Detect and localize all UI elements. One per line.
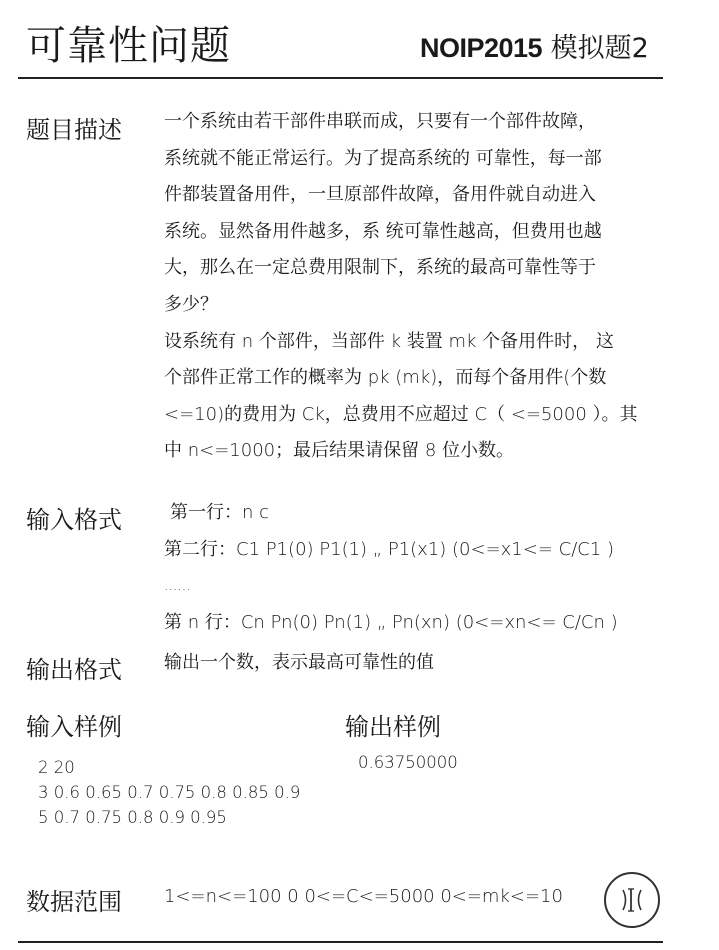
sample-output-heading: 输出样例 xyxy=(345,713,441,741)
sample-input-block xyxy=(38,755,300,830)
input-format-line: 第一行：n c xyxy=(170,502,270,523)
description-line: 多少？ xyxy=(164,293,218,315)
description-line: 中 n<=1000；最后结果请保留 8 位小数。 xyxy=(164,440,514,462)
description-line: 件都装置备用件，一旦原部件故障，备用件就自动进入 xyxy=(164,184,596,206)
constraints-heading: 数据范围 xyxy=(26,888,122,916)
input-format-line: ...... xyxy=(164,578,191,595)
description-body xyxy=(164,104,638,470)
sample-output-value: 0.63750000 xyxy=(358,753,458,772)
description-line: <=10)的费用为 Ck，总费用不应超过 C（ <=5000 ）。其 xyxy=(164,403,638,425)
top-divider xyxy=(18,77,663,79)
sample-input-line: 2 20 xyxy=(38,758,75,777)
output-format-text: 输出一个数，表示最高可靠性的值 xyxy=(164,652,434,673)
description-line: 设系统有 n 个部件，当部件 k 装置 mk 个备用件时， 这 xyxy=(164,330,614,352)
page-title: 可靠性问题 xyxy=(26,23,231,69)
page-subtitle xyxy=(420,26,649,65)
logo-mark-icon xyxy=(606,874,658,926)
constraints-text: 1<=n<=100 0 0<=C<=5000 0<=mk<=10 xyxy=(164,886,563,907)
input-format-heading: 输入格式 xyxy=(26,506,122,534)
contest-name: NOIP2015 xyxy=(420,33,543,63)
sample-input-line: 5 0.7 0.75 0.8 0.9 0.95 xyxy=(38,808,227,827)
output-format-heading: 输出格式 xyxy=(26,656,122,684)
bottom-divider xyxy=(18,941,663,943)
subtitle-suffix: 模拟题2 xyxy=(550,33,649,64)
logo-seal xyxy=(604,872,660,928)
description-line: 系统就不能正常运行。为了提高系统的 可靠性，每一部 xyxy=(164,147,602,169)
input-format-line: 第二行：C1 P1(0) P1(1) „ P1(x1) (0<=x1<= C/C1 ) xyxy=(164,538,615,560)
description-line: 系统。显然备用件越多，系 统可靠性越高，但费用也越 xyxy=(164,220,602,242)
description-line: 个部件正常工作的概率为 pk (mk)，而每个备用件(个数 xyxy=(164,367,607,389)
description-heading: 题目描述 xyxy=(26,116,122,144)
input-format-line: 第 n 行：Cn Pn(0) Pn(1) „ Pn(xn) (0<=xn<= C/Cn ) xyxy=(164,611,618,633)
description-line: 大，那么在一定总费用限制下，系统的最高可靠性等于 xyxy=(164,257,596,279)
sample-input-heading: 输入样例 xyxy=(26,713,122,741)
description-line: 一个系统由若干部件串联而成，只要有一个部件故障， xyxy=(164,111,596,132)
input-format-body xyxy=(164,495,618,641)
sample-input-line: 3 0.6 0.65 0.7 0.75 0.8 0.85 0.9 xyxy=(38,783,301,802)
